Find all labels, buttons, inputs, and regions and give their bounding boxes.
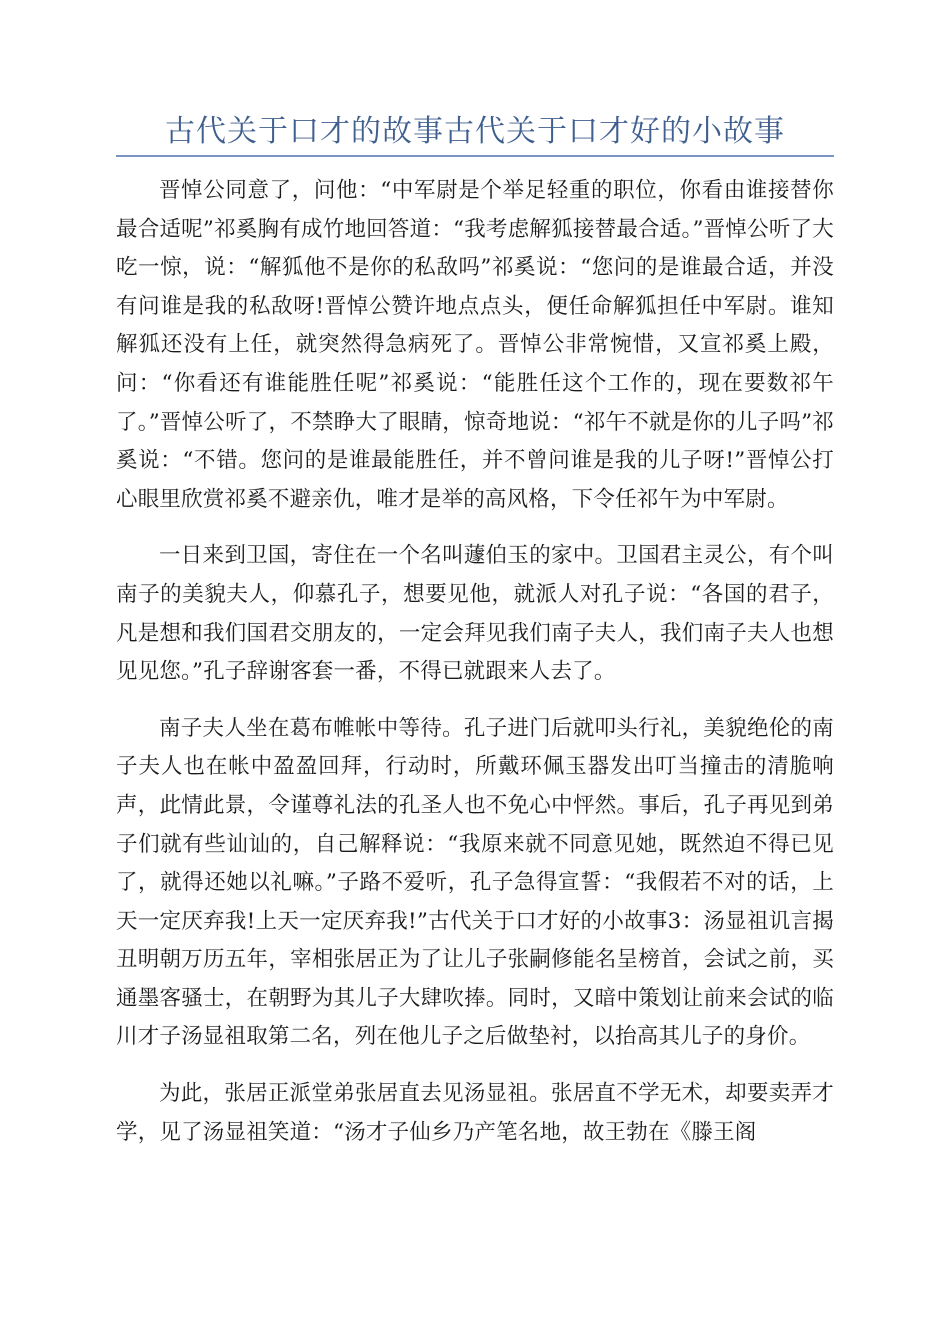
paragraph-3: 南子夫人坐在葛布帷帐中等待。孔子进门后就叩头行礼，美貌绝伦的南子夫人也在帐中盈盈回拜，行动时，所戴环佩玉器发出叮当撞击的清脆响声，此情此景，令谨尊礼法的孔圣人也不免心中怦然。事后，孔子再见到弟子们就有些讪讪的，自己解释说：“我原来就不同意见她，既然迫不得已见了，就得还她以礼嘛。”子路不爱听，孔子急得宣誓：“我假若不对的话，上天一定厌弃我!上天一定厌弃我!”古代关于口才好的小故事3：汤显祖讥言揭丑明朝万历五年，宰相张居正为了让儿子张嗣修能名呈榜首，会试之前，买通墨客骚士，在朝野为其儿子大肆吹捧。同时，又暗中策划让前来会试的临川才子汤显祖取第二名，列在他儿子之后做垫衬，以抬高其儿子的身价。: [116, 715, 834, 1050]
paragraph-1: 晋悼公同意了，问他：“中军尉是个举足轻重的职位，你看由谁接替你最合适呢”祁奚胸有成竹地回答道：“我考虑解狐接替最合适。”晋悼公听了大吃一惊，说：“解狐他不是你的私敌吗”祁奚说：“您问的是谁最合适，并没有问谁是我的私敌呀!晋悼公赞许地点点头，便任命解狐担任中军尉。谁知解狐还没有上任，就突然得急病死了。晋悼公非常惋惜，又宣祁奚上殿，问：“你看还有谁能胜任呢”祁奚说：“能胜任这个工作的，现在要数祁午了。”晋悼公听了，不禁睁大了眼睛，惊奇地说：“祁午不就是你的儿子吗”祁奚说：“不错。您问的是谁最能胜任，并不曾问谁是我的儿子呀!”晋悼公打心眼里欣赏祁奚不避亲仇，唯才是举的高风格，下令任祁午为中军尉。: [116, 178, 834, 512]
paragraph-4: 为此，张居正派堂弟张居直去见汤显祖。张居直不学无术，却要卖弄才学，见了汤显祖笑道：“汤才子仙乡乃产笔名地，故王勃在《滕王阁: [116, 1081, 834, 1145]
title-underline: [116, 155, 834, 157]
document-body: [116, 172, 834, 1170]
paragraph-2: 一日来到卫国，寄住在一个名叫蘧伯玉的家中。卫国君主灵公，有个叫南子的美貌夫人，仰慕孔子，想要见他，就派人对孔子说：“各国的君子，凡是想和我们国君交朋友的，一定会拜见我们南子夫人，我们南子夫人也想见见您。”孔子辞谢客套一番，不得已就跟来人去了。: [116, 543, 834, 685]
page-title: 古代关于口才的故事古代关于口才好的小故事: [165, 114, 785, 149]
